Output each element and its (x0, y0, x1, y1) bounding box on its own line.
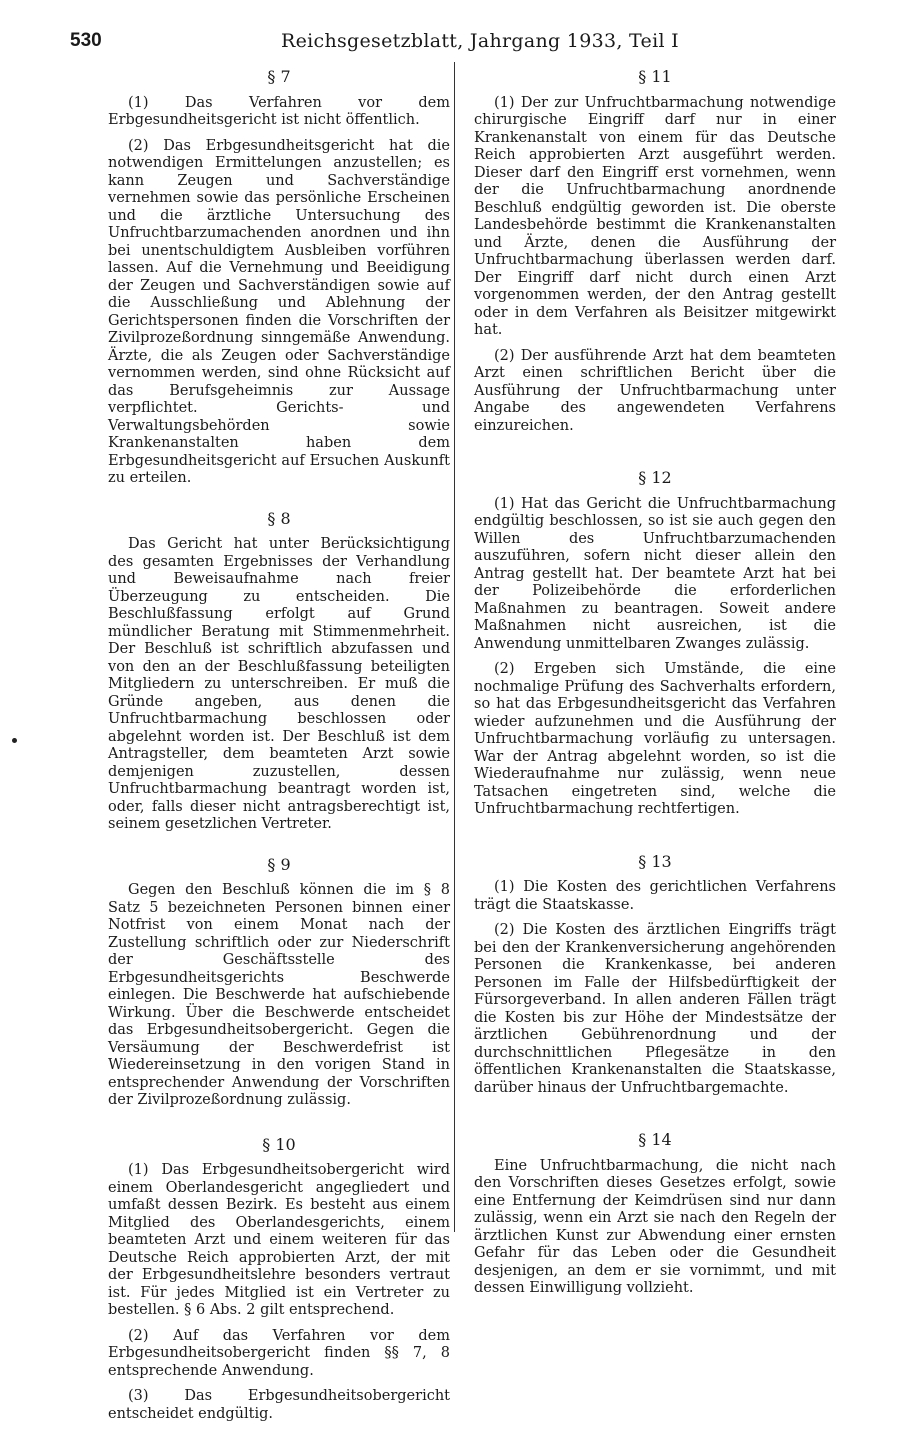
section-12 (474, 469, 836, 819)
section-8 (108, 510, 450, 834)
section-7 (108, 68, 450, 488)
paragraph: (2) Der ausführende Arzt hat dem beamteten Arzt einen schriftlichen Bericht über die Ausführung der Unfruchtbarmachung unter Angabe des angewendeten Verfahrens einzureichen. (474, 347, 836, 434)
section-10 (108, 1136, 450, 1424)
section-title: § 11 (638, 67, 672, 86)
paragraph: (1) Die Kosten des gerichtlichen Verfahrens trägt die Staatskasse. (474, 879, 836, 913)
section-title: § 13 (638, 851, 672, 871)
section-title: § 8 (267, 508, 291, 528)
running-head: Reichsgesetzblatt, Jahrgang 1933, Teil I (281, 30, 679, 52)
paragraph: (1) Das Erbgesundheitsobergericht wird einem Oberlandesgericht angegliedert und umfaßt dessen Bezirk. Es besteht aus einem Mitglied des Oberlandesgerichts, einem beamteten Arzt und einem weiteren für das Deutsche Reich approbierten Arzt, der mit der Erbgesundheitslehre besonders vertraut ist. Für jedes Mitglied ist ein Vertreter zu bestellen. § 6 Abs. 2 gilt entsprechend. (108, 1162, 450, 1318)
paragraph: (1) Das Verfahren vor dem Erbgesundheitsgericht ist nicht öffentlich. (108, 94, 450, 128)
section-title: § 9 (267, 854, 291, 874)
section-title: § 12 (638, 468, 672, 487)
section-title: § 14 (638, 1130, 672, 1149)
paragraph: (2) Das Erbgesundheitsgericht hat die notwendigen Ermittelungen anzustellen; es kann Zeugen und Sachverständige vernehmen sowie das persönliche Erscheinen und die ärztliche Untersuchung des Unfruchtbarzumachenden anordnen und ihn bei unentschuldigtem Ausbleiben vorführen lassen. Auf die Vernehmung und Beeidigung der Zeugen und Sachverständigen sowie auf die Ausschließung und Ablehnung der Gerichtspersonen finden die Vorschriften der Zivilprozeßordnung sinngemäße Anwendung. Ärzte, die als Zeugen oder Sachverständige vernommen werden, sind ohne Rücksicht auf das Berufsgeheimnis zur Aussage verpflichtet. Gerichts- und Verwaltungsbehörden sowie Krankenanstalten haben dem Erbgesundheitsgericht auf Ersuchen Auskunft zu erteilen. (108, 137, 450, 486)
paragraph: Eine Unfruchtbarmachung, die nicht nach den Vorschriften dieses Gesetzes erfolgt, sowie eine Entfernung der Keimdrüsen sind nur dann zulässig, wenn ein Arzt sie nach den Regeln der ärztlichen Kunst zur Abwendung einer ernsten Gefahr für das Leben oder die Gesundheit desjenigen, an dem er sie vornimmt, und mit dessen Einwilligung vollzieht. (474, 1157, 836, 1296)
section-11 (474, 68, 836, 435)
right-column (474, 68, 836, 1318)
left-column (108, 68, 450, 1443)
paragraph: Gegen den Beschluß können die im § 8 Satz 5 bezeichneten Personen binnen einer Notfrist von einem Monat nach der Zustellung schriftlich oder zur Niederschrift der Geschäftsstelle des Erbgesundheitsgerichts Beschwerde einlegen. Die Beschwerde hat aufschiebende Wirkung. Über die Beschwerde entscheidet das Erbgesundheitsobergericht. Gegen die Versäumung der Beschwerdefrist ist Wiedereinsetzung in den vorigen Stand in entsprechender Anwendung der Vorschriften der Zivilprozeßordnung zulässig. (108, 882, 450, 1108)
paragraph: (2) Auf das Verfahren vor dem Erbgesundheitsobergericht finden §§ 7, 8 entsprechende Anwendung. (108, 1327, 450, 1379)
paragraph: (2) Ergeben sich Umstände, die eine nochmalige Prüfung des Sachverhalts erfordern, so hat das Erbgesundheitsgericht das Verfahren wieder aufzunehmen und die Ausführung der Unfruchtbarmachung vorläufig zu untersagen. War der Antrag abgelehnt worden, so ist die Wiederaufnahme nur zulässig, wenn neue Tatsachen eingetreten sind, welche die Unfruchtbarmachung rechtfertigen. (474, 661, 836, 817)
page-number: 530 (70, 30, 102, 51)
paragraph: (1) Hat das Gericht die Unfruchtbarmachung endgültig beschlossen, so ist sie auch gegen den Willen des Unfruchtbarzumachenden auszuführen, sofern nicht dieser allein den Antrag gestellt hat. Der beamtete Arzt hat bei der Polizeibehörde die erforderlichen Maßnahmen zu beantragen. Soweit andere Maßnahmen nicht ausreichen, ist die Anwendung unmittelbaren Zwanges zulässig. (474, 495, 836, 652)
section-title: § 7 (267, 67, 291, 86)
section-14 (474, 1131, 836, 1298)
paragraph: (2) Die Kosten des ärztlichen Eingriffs trägt bei den der Krankenversicherung angehörenden Personen die Krankenkasse, bei anderen Personen im Falle der Hilfsbedürftigkeit der Fürsorgeverband. In allen anderen Fällen trägt die Kosten bis zur Höhe der Mindestsätze der ärztlichen Gebührenordnung und der durchschnittlichen Pflegesätze in den öffentlichen Krankenanstalten die Staatskasse, darüber hinaus der Unfruchtbargemachte. (474, 922, 836, 1096)
section-title: § 10 (262, 1134, 296, 1154)
paragraph: Das Gericht hat unter Berücksichtigung des gesamten Ergebnisses der Verhandlung und Beweisaufnahme nach freier Überzeugung zu entscheiden. Die Beschlußfassung erfolgt auf Grund mündlicher Beratung mit Stimmenmehrheit. Der Beschluß ist schriftlich abzufassen und von den an der Beschlußfassung beteiligten Mitgliedern zu unterschreiben. Er muß die Gründe angeben, aus denen die Unfruchtbarmachung beschlossen oder abgelehnt worden ist. Der Beschluß ist dem Antragsteller, dem beamteten Arzt sowie demjenigen zuzustellen, dessen Unfruchtbarmachung beantragt worden ist, oder, falls dieser nicht antragsberechtigt ist, seinem gesetzlichen Vertreter. (108, 536, 450, 832)
section-9 (108, 856, 450, 1110)
paragraph: (3) Das Erbgesundheitsobergericht entscheidet endgültig. (108, 1388, 450, 1422)
margin-mark (12, 738, 17, 743)
page-header (70, 30, 830, 60)
column-divider (454, 62, 455, 1232)
paragraph: (1) Der zur Unfruchtbarmachung notwendige chirurgische Eingriff darf nur in einer Krankenanstalt von einem für das Deutsche Reich approbierten Arzt ausgeführt werden. Dieser darf den Eingriff erst vornehmen, wenn der die Unfruchtbarmachung anordnende Beschluß endgültig geworden ist. Die oberste Landesbehörde bestimmt die Krankenanstalten und Ärzte, denen die Ausführung der Unfruchtbarmachung überlassen werden darf. Der Eingriff darf nicht durch einen Arzt vorgenommen werden, der den Antrag gestellt oder in dem Verfahren als Beisitzer mitgewirkt hat. (474, 94, 836, 338)
section-13 (474, 853, 836, 1098)
